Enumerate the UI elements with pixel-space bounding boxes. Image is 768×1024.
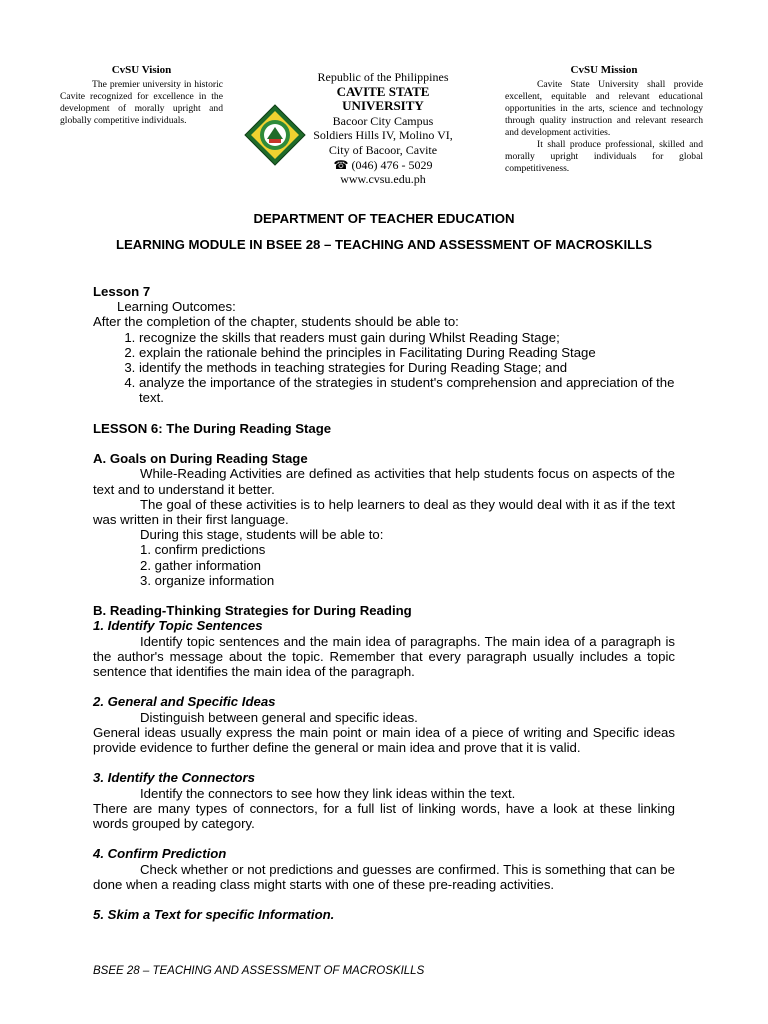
goal-item: 1. confirm predictions: [140, 542, 266, 558]
outcomes-list: [93, 330, 675, 406]
phone-number: ☎ (046) 476 - 5029: [333, 157, 433, 172]
department-title: DEPARTMENT OF TEACHER EDUCATION: [253, 211, 515, 226]
mission-text-2: It shall produce professional, skilled and morally upright individuals for global competitiveness.: [505, 139, 703, 174]
vision-text: The premier university in historic Cavite recognized for excellence in the development of morally upright and globally competitive individuals.: [60, 79, 223, 126]
vision-box: [60, 64, 223, 127]
strategy-4-text: Check whether or not predictions and guesses are confirmed. This is something that can be done when a reading class might starts with one of these pre-reading activities.: [93, 861, 675, 892]
address-line-2: City of Bacoor, Cavite: [328, 142, 438, 157]
module-content: [93, 284, 675, 922]
mission-text-1: Cavite State University shall provide excellent, equitable and relevant educational opportunities in the arts, science and technology through quality instruction and relevant research and development activities.: [505, 79, 703, 138]
university-header: [300, 70, 466, 187]
vision-title: CvSU Vision: [111, 64, 172, 76]
goal-item: 2. gather information: [140, 557, 261, 573]
lesson-label: Lesson 7: [93, 284, 151, 299]
section-a-paragraph-2: The goal of these activities is to help learners to deal as they would deal with it as if the text was written in their first language.: [93, 496, 675, 528]
outcomes-label: Learning Outcomes:: [117, 299, 236, 315]
strategy-2-title: 2. General and Specific Ideas: [93, 694, 276, 710]
strategy-4-title: 4. Confirm Prediction: [93, 846, 227, 862]
mission-box: [505, 64, 703, 175]
section-a-paragraph-1: While-Reading Activities are defined as activities that help students focus on aspects of the text and to understand it better.: [93, 466, 675, 497]
strategy-2-text-1: Distinguish between general and specific ideas.: [140, 709, 418, 725]
outcome-item: 3. identify the methods in teaching strategies for During Reading Stage; and: [139, 360, 675, 375]
strategy-2-text-2: General ideas usually express the main point or main idea of a piece of writing and Specific ideas provide evidence to further define the general or main idea and prove that it is valid.: [93, 724, 675, 756]
section-a-title: A. Goals on During Reading Stage: [93, 451, 308, 467]
republic-label: Republic of the Philippines: [317, 70, 449, 84]
section-b-title: B. Reading-Thinking Strategies for During Reading: [93, 603, 412, 619]
strategy-1-text: Identify topic sentences and the main idea of paragraphs. The main idea of a paragraph is the author's message about the topic. Remember that every paragraph usually includes a topic sentence that identifies the main idea of the paragraph.: [93, 633, 675, 680]
outcome-item: 2. explain the rationale behind the principles in Facilitating During Reading Stage: [139, 345, 675, 360]
outcomes-intro: After the completion of the chapter, students should be able to:: [93, 314, 459, 330]
university-name: CAVITE STATE UNIVERSITY: [336, 83, 430, 114]
strategy-3-title: 3. Identify the Connectors: [93, 770, 255, 786]
page-footer: BSEE 28 – TEACHING AND ASSESSMENT OF MACROSKILLS: [93, 965, 425, 977]
outcome-item: 4. analyze the importance of the strategies in student's comprehension and appreciation of the text.: [139, 375, 675, 405]
website: www.cvsu.edu.ph: [340, 172, 426, 187]
university-logo: [243, 103, 307, 167]
lesson-title: LESSON 6: The During Reading Stage: [93, 420, 332, 436]
module-title: LEARNING MODULE IN BSEE 28 – TEACHING AND ASSESSMENT OF MACROSKILLS: [115, 237, 653, 252]
strategy-3-text-2: There are many types of connectors, for a full list of linking words, have a look at these linking words grouped by category.: [93, 800, 675, 832]
section-a-paragraph-3: During this stage, students will be able to:: [140, 527, 384, 543]
outcome-item: 1. recognize the skills that readers must gain during Whilst Reading Stage;: [139, 330, 675, 345]
goal-item: 3. organize information: [140, 572, 275, 588]
mission-title: CvSU Mission: [570, 64, 638, 76]
strategy-3-text-1: Identify the connectors to see how they link ideas within the text.: [140, 785, 516, 801]
address-line-1: Soldiers Hills IV, Molino VI,: [313, 128, 453, 143]
strategy-1-title: 1. Identify Topic Sentences: [93, 618, 263, 634]
strategy-5-title: 5. Skim a Text for specific Information.: [93, 907, 335, 923]
campus-name: Bacoor City Campus: [332, 113, 434, 128]
